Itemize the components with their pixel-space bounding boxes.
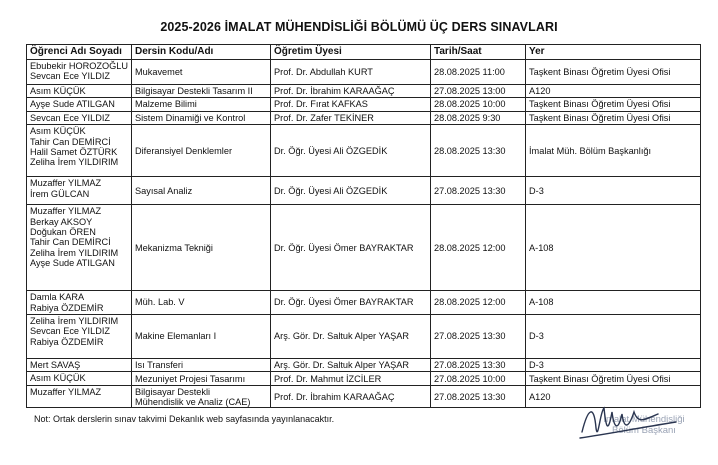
datetime-cell: 28.08.2025 13:30 <box>431 125 526 177</box>
table-row <box>27 205 701 291</box>
student-names-cell <box>27 359 132 372</box>
header-place: Yer <box>526 45 701 60</box>
student-name: Muzaffer YILMAZ <box>30 387 102 398</box>
instructor-cell: Prof. Dr. Zafer TEKİNER <box>271 111 431 124</box>
instructor-cell: Prof. Dr. İbrahim KARAAĞAÇ <box>271 386 431 408</box>
instructor-cell: Dr. Öğr. Üyesi Ali ÖZGEDİK <box>271 177 431 205</box>
student-names-cell <box>27 386 132 408</box>
student-names-cell <box>27 60 132 85</box>
page-title: 2025-2026 İMALAT MÜHENDİSLİĞİ BÖLÜMÜ ÜÇ DERS SINAVLARI <box>160 20 558 34</box>
datetime-cell: 27.08.2025 13:30 <box>431 359 526 372</box>
student-name: Berkay AKSOY <box>30 216 93 227</box>
table-row <box>27 60 701 85</box>
student-names-cell <box>27 98 132 111</box>
student-name: Mert SAVAŞ <box>30 360 81 371</box>
place-cell: Taşkent Binası Öğretim Üyesi Ofisi <box>526 60 701 85</box>
instructor-cell: Prof. Dr. İbrahim KARAAĞAÇ <box>271 85 431 98</box>
student-names-cell <box>27 291 132 315</box>
student-name: Tahir Can DEMİRCİ <box>30 237 111 248</box>
datetime-cell: 27.08.2025 13:00 <box>431 85 526 98</box>
student-name: İrem GÜLCAN <box>30 188 90 199</box>
instructor-cell: Dr. Öğr. Üyesi Ali ÖZGEDİK <box>271 125 431 177</box>
instructor-cell: Arş. Gör. Dr. Saltuk Alper YAŞAR <box>271 359 431 372</box>
student-names-cell <box>27 372 132 386</box>
student-names-cell <box>27 315 132 359</box>
table-row <box>27 315 701 359</box>
student-name: Asım KÜÇÜK <box>30 86 86 96</box>
place-cell: D-3 <box>526 177 701 205</box>
instructor-cell: Prof. Dr. Abdullah KURT <box>271 60 431 85</box>
course-cell: Bilgisayar Destekli Mühendislik ve Analiz (CAE) <box>132 386 271 408</box>
datetime-cell: 27.08.2025 10:00 <box>431 372 526 386</box>
table-row <box>27 125 701 177</box>
place-cell: A-108 <box>526 205 701 291</box>
course-cell: Malzeme Bilimi <box>132 98 271 111</box>
place-cell: A120 <box>526 386 701 408</box>
header-instructor: Öğretim Üyesi <box>271 45 431 60</box>
table-row <box>27 85 701 98</box>
student-names-cell <box>27 177 132 205</box>
course-cell: Diferansiyel Denklemler <box>132 125 271 177</box>
student-name: Asım KÜÇÜK <box>30 126 86 137</box>
datetime-cell: 27.08.2025 13:30 <box>431 177 526 205</box>
course-cell: Makine Elemanları I <box>132 315 271 359</box>
student-names-cell <box>27 111 132 124</box>
footnote: Not: Ortak derslerin sınav takvimi Dekanlık web sayfasında yayınlanacaktır. <box>34 414 335 424</box>
stamp-line-2: Bölüm Başkanı <box>612 425 676 436</box>
course-cell: Isı Transferi <box>132 359 271 372</box>
course-cell: Sayısal Analiz <box>132 177 271 205</box>
course-cell: Müh. Lab. V <box>132 291 271 315</box>
student-name: Zeliha İrem YILDIRIM <box>30 157 119 168</box>
header-datetime: Tarih/Saat <box>431 45 526 60</box>
course-cell: Mezuniyet Projesi Tasarımı <box>132 372 271 386</box>
student-name: Sevcan Ece YILDIZ <box>30 71 111 82</box>
student-name: Tahir Can DEMİRCİ <box>30 136 111 147</box>
student-name: Rabiya ÖZDEMİR <box>30 336 104 347</box>
student-name: Rabiya ÖZDEMİR <box>30 302 104 313</box>
student-name: Muzaffer YILMAZ <box>30 206 102 217</box>
student-names-cell <box>27 85 132 98</box>
instructor-cell: Prof. Dr. Mahmut İZCİLER <box>271 372 431 386</box>
instructor-cell: Prof. Dr. Fırat KAFKAS <box>271 98 431 111</box>
header-student: Öğrenci Adı Soyadı <box>27 45 132 60</box>
signature <box>578 398 698 450</box>
place-cell: A120 <box>526 85 701 98</box>
place-cell: Taşkent Binası Öğretim Üyesi Ofisi <box>526 372 701 386</box>
student-name: Muzaffer YILMAZ <box>30 178 102 189</box>
place-cell: D-3 <box>526 315 701 359</box>
place-cell: A-108 <box>526 291 701 315</box>
datetime-cell: 28.08.2025 10:00 <box>431 98 526 111</box>
stamp-line-1: İmalat Mühendisliği <box>603 414 685 425</box>
student-name: Asım KÜÇÜK <box>30 373 86 384</box>
instructor-cell: Dr. Öğr. Üyesi Ömer BAYRAKTAR <box>271 205 431 291</box>
place-cell: Taşkent Binası Öğretim Üyesi Ofisi <box>526 111 701 124</box>
student-names-cell <box>27 125 132 177</box>
instructor-cell: Arş. Gör. Dr. Saltuk Alper YAŞAR <box>271 315 431 359</box>
datetime-cell: 28.08.2025 12:00 <box>431 291 526 315</box>
student-name: Sevcan Ece YILDIZ <box>30 326 111 337</box>
course-cell: Mukavemet <box>132 60 271 85</box>
table-header-row <box>27 45 701 60</box>
table-row <box>27 98 701 111</box>
place-cell: İmalat Müh. Bölüm Başkanlığı <box>526 125 701 177</box>
student-name: Ebubekir HOROZOĞLU <box>30 61 129 71</box>
student-name: Halil Samet ÖZTÜRK <box>30 147 118 158</box>
student-name: Doğukan ÖREN <box>30 227 96 238</box>
datetime-cell: 28.08.2025 12:00 <box>431 205 526 291</box>
student-name: Zeliha İrem YILDIRIM <box>30 316 119 327</box>
student-name: Damla KARA <box>30 292 85 303</box>
place-cell: Taşkent Binası Öğretim Üyesi Ofisi <box>526 98 701 111</box>
course-cell: Bilgisayar Destekli Tasarım II <box>132 85 271 98</box>
table-row <box>27 177 701 205</box>
instructor-cell: Dr. Öğr. Üyesi Ömer BAYRAKTAR <box>271 291 431 315</box>
student-name: Ayşe Sude ATILGAN <box>30 258 115 269</box>
datetime-cell: 28.08.2025 11:00 <box>431 60 526 85</box>
datetime-cell: 27.08.2025 13:30 <box>431 315 526 359</box>
course-cell: Sistem Dinamiği ve Kontrol <box>132 111 271 124</box>
student-name: Ayşe Sude ATILGAN <box>30 99 115 110</box>
student-names-cell <box>27 205 132 291</box>
student-name: Zeliha İrem YILDIRIM <box>30 247 119 258</box>
course-cell: Mekanizma Tekniği <box>132 205 271 291</box>
header-course: Dersin Kodu/Adı <box>132 45 271 60</box>
table-row <box>27 291 701 315</box>
exam-schedule-table <box>26 44 701 408</box>
datetime-cell: 28.08.2025 9:30 <box>431 111 526 124</box>
table-row <box>27 359 701 372</box>
datetime-cell: 27.08.2025 13:30 <box>431 386 526 408</box>
table-row <box>27 111 701 124</box>
place-cell: D-3 <box>526 359 701 372</box>
table-row <box>27 372 701 386</box>
student-name: Sevcan Ece YILDIZ <box>30 112 111 123</box>
